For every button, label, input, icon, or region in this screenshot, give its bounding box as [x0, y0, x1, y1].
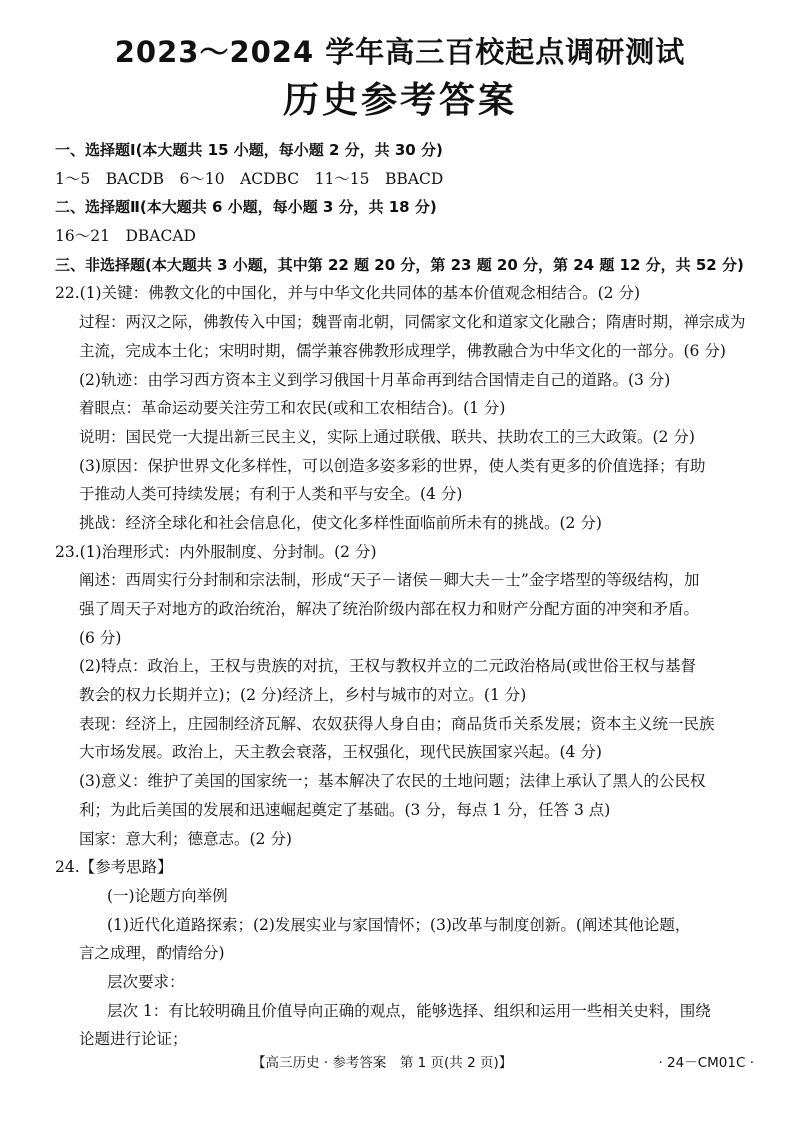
- answer-line: 层次要求：: [107, 972, 185, 991]
- answer-line: 利；为此后美国的发展和迅速崛起奠定了基础。(3 分，每点 1 分，任答 3 点): [79, 800, 611, 819]
- answer-line: 层次 1：有比较明确且价值导向正确的观点，能够选择、组织和运用一些相关史料，围绕: [107, 1001, 711, 1020]
- answer-line: 言之成理，酌情给分): [79, 944, 225, 963]
- answer-line: 主流，完成本土化；宋明时期，儒学兼容佛教形成理学，佛教融合为中华文化的一部分。(6 分): [79, 341, 726, 360]
- answer-body: [55, 136, 767, 1054]
- answer-line: 着眼点：革命运动要关注劳工和农民(或和工农相结合)。(1 分): [79, 399, 506, 418]
- section-heading: 三、非选择题(本大题共 3 小题，其中第 22 题 20 分，第 23 题 20 分，第 24 题 12 分，共 52 分): [55, 255, 744, 274]
- answer-line: 24.【参考思路】: [55, 858, 173, 877]
- answer-line: 教会的权力长期并立)；(2 分)经济上，乡村与城市的对立。(1 分): [79, 686, 527, 705]
- answer-line: (2)轨迹：由学习西方资本主义到学习俄国十月革命再到结合国情走自己的道路。(3 分): [79, 370, 671, 389]
- answer-line: (一)论题方向举例: [107, 886, 228, 905]
- page-subtitle: 历史参考答案: [282, 80, 517, 121]
- answer-line: 强了周天子对地方的政治统治，解决了统治阶级内部在权力和财产分配方面的冲突和矛盾。: [79, 600, 700, 618]
- answer-line: 说明：国民党一大提出新三民主义，实际上通过联俄、联共、扶助农工的三大政策。(2 分): [79, 427, 695, 446]
- answer-line: (6 分): [79, 628, 122, 647]
- answer-line: 过程：两汉之际，佛教传入中国；魏晋南北朝，同儒家文化和道家文化融合；隋唐时期，禅宗成为: [79, 313, 746, 332]
- section-heading: 二、选择题Ⅱ(本大题共 6 小题，每小题 3 分，共 18 分): [55, 198, 437, 217]
- answer-line: 于推动人类可持续发展；有利于人类和平与安全。(4 分): [79, 485, 463, 504]
- answer-line: 论题进行论证；: [79, 1030, 188, 1049]
- answer-line: (2)特点：政治上，王权与贵族的对抗，王权与教权并立的二元政治格局(或世俗王权与基督: [79, 657, 697, 676]
- answer-line: 表现：经济上，庄园制经济瓦解、农奴获得人身自由；商品货币关系发展；资本主义统一民族: [79, 714, 715, 733]
- answer-line: 22.(1)关键：佛教文化的中国化，并与中华文化共同体的基本价值观念相结合。(2 分): [55, 284, 640, 303]
- section-heading: 一、选择题Ⅰ(本大题共 15 小题，每小题 2 分，共 30 分): [55, 141, 443, 159]
- answer-line: 大市场发展。政治上，天主教会衰落，王权强化，现代民族国家兴起。(4 分): [79, 743, 602, 762]
- answer-line: 阐述：西周实行分封制和宗法制，形成“天子－诸侯－卿大夫－士”金字塔型的等级结构，加: [79, 571, 700, 590]
- answer-line: 挑战：经济全球化和社会信息化，使文化多样性面临前所未有的挑战。(2 分): [79, 513, 602, 532]
- answer-line: (3)意义：维护了美国的国家统一；基本解决了农民的土地问题；法律上承认了黑人的公民权: [79, 772, 706, 791]
- answer-line: (3)原因：保护世界文化多样性，可以创造多姿多彩的世界，使人类有更多的价值选择；有助: [79, 456, 706, 475]
- footer-code: · 24－CM01C ·: [658, 1055, 754, 1071]
- answer-line: 16～21 DBACAD: [55, 227, 196, 246]
- answer-line: (1)近代化道路探索；(2)发展实业与家国情怀；(3)改革与制度创新。(阐述其他论题，: [107, 915, 691, 934]
- exam-title: 2023～2024 学年高三百校起点调研测试: [114, 35, 686, 69]
- answer-line: 23.(1)治理形式：内外服制度、分封制。(2 分): [55, 542, 377, 561]
- page-footer: [0, 1051, 800, 1073]
- footer-page-info: 【高三历史 · 参考答案 第 1 页(共 2 页)】: [252, 1055, 513, 1071]
- answer-line: 1～5 BACDB 6～10 ACDBC 11～15 BBACD: [55, 169, 444, 188]
- answer-line: 国家：意大利；德意志。(2 分): [79, 829, 292, 848]
